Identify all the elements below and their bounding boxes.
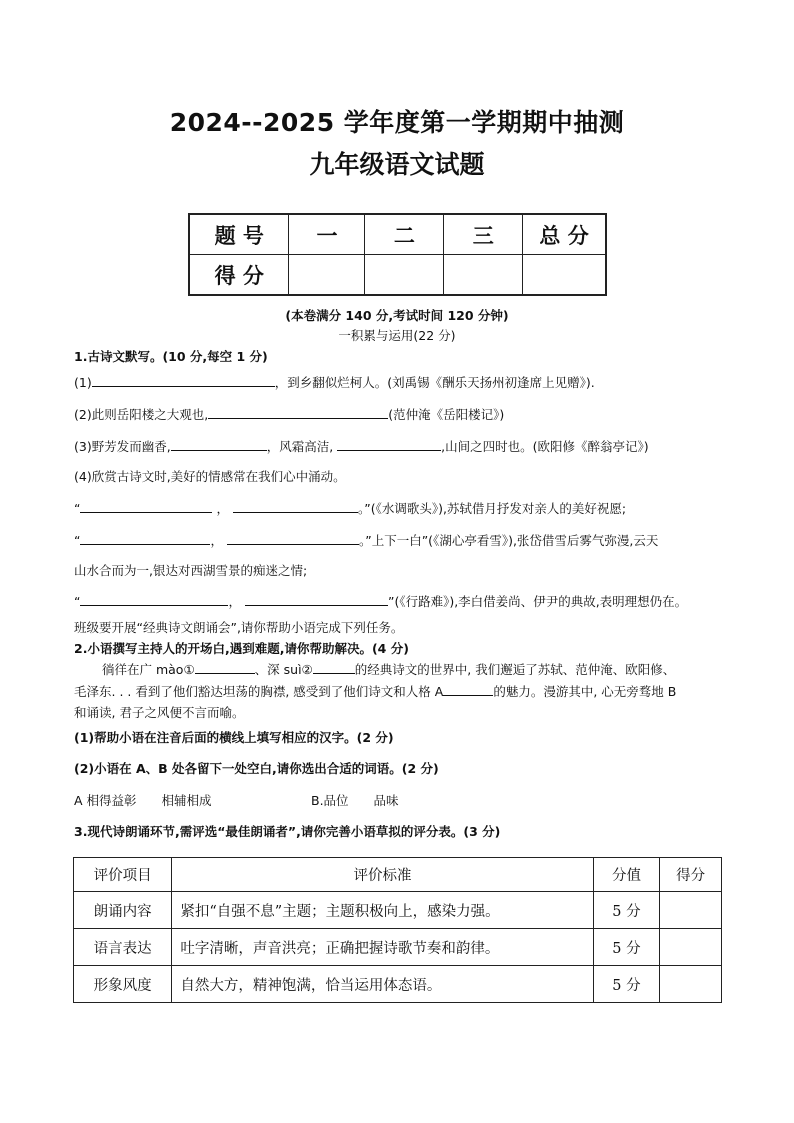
q2-sub-2: (2)小语在 A、B 处各留下一处空白,请你选出合适的词语。(2 分) — [74, 761, 439, 776]
q2-paragraph-line-3: 和诵读, 君子之风便不言而喻。 — [74, 705, 245, 720]
section-title: 一积累与运用(22 分) — [338, 328, 456, 343]
table-row — [74, 929, 722, 966]
table-header-cell: 得分 — [660, 858, 722, 892]
answer-blank[interactable] — [80, 500, 212, 513]
q1-text: (3)野芳发而幽香, — [74, 439, 171, 454]
q1-line-3 — [74, 438, 649, 456]
score-input-cell[interactable] — [523, 255, 606, 296]
score-input-cell[interactable] — [289, 255, 365, 296]
table-header-cell: 评价项目 — [74, 858, 172, 892]
answer-blank[interactable] — [313, 661, 355, 674]
table-cell: 5 分 — [593, 929, 660, 966]
q2-paragraph-line-2 — [74, 683, 676, 701]
q2-text: 毛泽东. . . 看到了他们豁达坦荡的胸襟, 感受到了他们诗文和人格 A — [74, 684, 444, 699]
q1-text: “ — [74, 501, 81, 516]
score-table-score-row — [189, 255, 606, 296]
score-cell: 三 — [444, 214, 523, 255]
table-cell: 5 分 — [593, 892, 660, 929]
q1-text: ，到乡翻似烂柯人。(刘禹锡《酬乐天扬州初逢席上见赠》). — [274, 375, 595, 390]
score-table — [188, 213, 607, 296]
q2-text: 徜徉在广 mào① — [102, 662, 195, 677]
score-cell: 二 — [365, 214, 444, 255]
q1-line-6 — [74, 532, 658, 550]
question-2-title: 2.小语撰写主持人的开场白,遇到难题,请你帮助解决。(4 分) — [74, 641, 409, 656]
score-cell: 一 — [289, 214, 365, 255]
q2-text: 、深 suì② — [254, 662, 313, 677]
q1-line-2 — [74, 406, 504, 424]
table-cell: 朗诵内容 — [74, 892, 172, 929]
q1-text: ”(《行路难》),李白借姜尚、伊尹的典故,表明理想仍在。 — [387, 594, 688, 609]
score-input-cell[interactable] — [660, 892, 722, 929]
q1-text: ， — [210, 533, 223, 548]
answer-blank[interactable] — [80, 532, 210, 545]
q2-text: 的经典诗文的世界中, 我们邂逅了苏轼、范仲淹、欧阳修、 — [354, 662, 676, 677]
answer-blank[interactable] — [443, 683, 493, 696]
exam-title: 2024--2025 学年度第一学期期中抽测 — [169, 108, 625, 137]
q2-option-b: B.品位 品味 — [311, 793, 399, 808]
table-cell: 5 分 — [593, 966, 660, 1003]
answer-blank[interactable] — [208, 406, 388, 419]
answer-blank[interactable] — [195, 661, 255, 674]
q1-line-8 — [74, 593, 687, 611]
answer-blank[interactable] — [92, 374, 275, 387]
score-cell: 总 分 — [523, 214, 606, 255]
table-cell: 吐字清晰，声音洪亮；正确把握诗歌节奏和韵律。 — [172, 929, 593, 966]
table-header-row — [74, 858, 722, 892]
score-input-cell[interactable] — [444, 255, 523, 296]
score-cell: 得 分 — [189, 255, 289, 296]
question-1-title: 1.古诗文默写。(10 分,每空 1 分) — [74, 349, 268, 364]
q1-text: “ — [74, 533, 81, 548]
q1-text: 。”上下一白”(《湖心亭看雪》),张岱借雪后雾气弥漫,云天 — [358, 533, 659, 548]
q1-line-1 — [74, 374, 595, 392]
q2-paragraph-line-1 — [102, 661, 675, 679]
q1-line-5 — [74, 500, 626, 518]
q2-option-a: A 相得益彰 相辅相成 — [74, 793, 212, 808]
q1-text: “ — [74, 594, 81, 609]
answer-blank[interactable] — [233, 500, 358, 513]
table-header-cell: 评价标准 — [172, 858, 593, 892]
table-cell: 自然大方，精神饱满，恰当运用体态语。 — [172, 966, 593, 1003]
score-input-cell[interactable] — [365, 255, 444, 296]
score-cell: 题 号 — [189, 214, 289, 255]
q1-text: ,山间之四时也。(欧阳修《醉翁亭记》) — [441, 439, 649, 454]
q1-line-7: 山水合而为一,银达对西湖雪景的痴迷之情; — [74, 563, 308, 578]
evaluation-table — [73, 857, 722, 1003]
answer-blank[interactable] — [171, 438, 267, 451]
answer-blank[interactable] — [227, 532, 359, 545]
q1-text: (1) — [74, 375, 92, 390]
q2-sub-1: (1)帮助小语在注音后面的横线上填写相应的汉字。(2 分) — [74, 730, 394, 745]
exam-info: (本卷满分 140 分,考试时间 120 分钟) — [285, 308, 509, 323]
q1-line-4: (4)欣赏古诗文时,美好的情感常在我们心中涌动。 — [74, 469, 346, 484]
exam-subtitle: 九年级语文试题 — [309, 150, 485, 179]
answer-blank[interactable] — [245, 593, 388, 606]
table-row — [74, 892, 722, 929]
table-row — [74, 966, 722, 1003]
q1-text: ，风霜高洁, — [266, 439, 334, 454]
table-cell: 语言表达 — [74, 929, 172, 966]
table-cell: 紧扣“自强不息”主题；主题积极向上，感染力强。 — [172, 892, 593, 929]
question-3-title: 3.现代诗朗诵环节,需评选“最佳朗诵者”,请你完善小语草拟的评分表。(3 分) — [74, 824, 501, 839]
score-input-cell[interactable] — [660, 929, 722, 966]
table-header-cell: 分值 — [593, 858, 660, 892]
q1-text: 。”(《水调歌头》),苏轼借月抒发对亲人的美好祝愿; — [357, 501, 627, 516]
score-table-header-row — [189, 214, 606, 255]
answer-blank[interactable] — [337, 438, 441, 451]
table-cell: 形象风度 — [74, 966, 172, 1003]
q2-text: 的魅力。漫游其中, 心无旁骛地 B — [493, 684, 677, 699]
activity-intro: 班级要开展“经典诗文朗诵会”,请你帮助小语完成下列任务。 — [74, 620, 404, 635]
answer-blank[interactable] — [80, 593, 228, 606]
q1-text: ， — [216, 501, 229, 516]
score-input-cell[interactable] — [660, 966, 722, 1003]
q1-text: (范仲淹《岳阳楼记》) — [388, 407, 505, 422]
q1-text: ， — [228, 594, 241, 609]
q1-text: (2)此则岳阳楼之大观也, — [74, 407, 209, 422]
